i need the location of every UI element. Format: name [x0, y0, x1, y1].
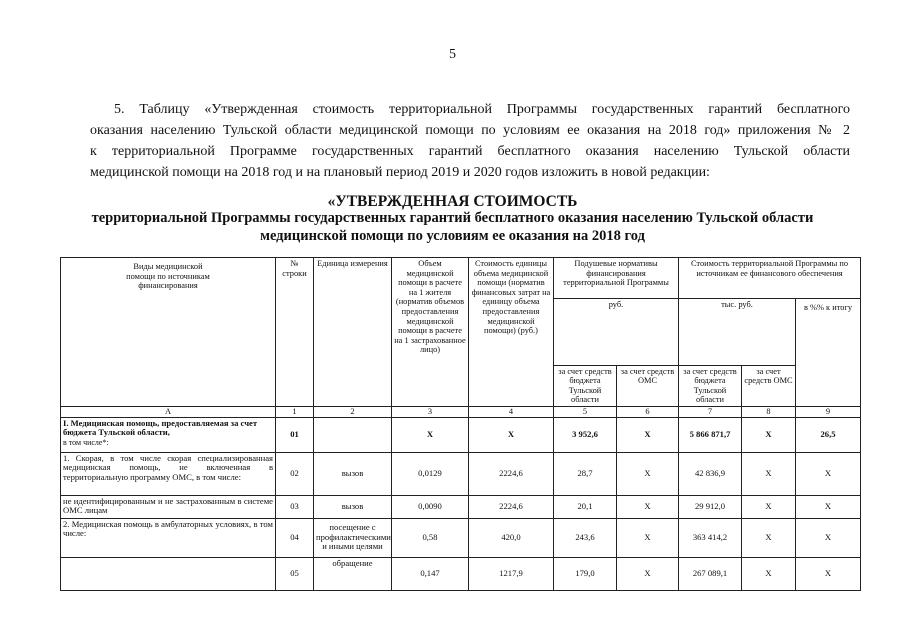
row-name: [61, 417, 276, 452]
row-unit: вызов: [314, 452, 392, 495]
row-name: 1. Скорая, в том числе скорая специализированная медицинская помощь, не включенная в территориальную программу ОМС, в том числе:: [61, 452, 276, 495]
table-row: [61, 495, 861, 518]
row-pc-oms: Х: [617, 557, 679, 590]
row-volume: 0,0129: [392, 452, 469, 495]
row-unit: обращение: [314, 557, 392, 590]
row-pc-budget: 3 952,6: [554, 417, 617, 452]
row-unit-cost: 2224,6: [469, 452, 554, 495]
row-pc-oms: Х: [617, 452, 679, 495]
row-name: 2. Медицинская помощь в амбулаторных условиях, в том числе:: [61, 518, 276, 557]
row-no: 01: [276, 417, 314, 452]
row-no: 04: [276, 518, 314, 557]
column-number: 5: [554, 407, 617, 418]
row-unit: [314, 417, 392, 452]
header-cost-oms: за счет средств ОМС: [742, 365, 796, 406]
column-number: 3: [392, 407, 469, 418]
header-percent: в %% к итогу: [796, 299, 861, 407]
table-subtitle: территориальной Программы государственных гарантий бесплатного оказания населению Тульской области: [91, 210, 814, 226]
row-pc-oms: Х: [617, 495, 679, 518]
header-unit: Единица измерения: [314, 258, 392, 407]
row-cost-oms: Х: [742, 452, 796, 495]
row-cost-budget: 42 836,9: [679, 452, 742, 495]
table-row: [61, 557, 861, 590]
row-unit-cost: 2224,6: [469, 495, 554, 518]
header-kind: Виды медицинской помощи по источникам финансирования: [61, 258, 276, 407]
column-number-row: [61, 407, 861, 418]
row-no: 05: [276, 557, 314, 590]
row-name: не идентифицированным и не застрахованным в системе ОМС лицам: [61, 495, 276, 518]
row-unit: вызов: [314, 495, 392, 518]
column-number: 7: [679, 407, 742, 418]
row-cost-budget: 267 089,1: [679, 557, 742, 590]
column-number: 6: [617, 407, 679, 418]
row-cost-budget: 29 912,0: [679, 495, 742, 518]
header-program-cost-unit: тыс. руб.: [679, 299, 796, 366]
header-program-cost: Стоимость территориальной Программы по источникам ее финансового обеспечения: [679, 258, 861, 299]
header-volume: Объем медицинской помощи в расчете на 1 жителя (норматив объемов предоставления медицинской помощи в расчете на 1 застрахованное лицо): [392, 258, 469, 407]
row-percent: Х: [796, 557, 861, 590]
header-row-no: № строки: [276, 258, 314, 407]
row-unit-cost: 420,0: [469, 518, 554, 557]
paragraph-line: медицинской помощи на 2018 год и на плановый период 2019 и 2020 годов изложить в новой редакции:: [90, 165, 710, 180]
table-row: [61, 452, 861, 495]
row-percent: Х: [796, 518, 861, 557]
row-name-sub: в том числе*:: [63, 437, 109, 447]
row-pc-oms: Х: [617, 417, 679, 452]
row-pc-budget: 28,7: [554, 452, 617, 495]
header-per-capita-unit: руб.: [554, 299, 679, 366]
row-unit-cost: 1217,9: [469, 557, 554, 590]
row-cost-budget: 5 866 871,7: [679, 417, 742, 452]
row-cost-oms: Х: [742, 495, 796, 518]
table-title: «УТВЕРЖДЕННАЯ СТОИМОСТЬ: [327, 193, 578, 210]
row-unit-cost: Х: [469, 417, 554, 452]
column-number: А: [61, 407, 276, 418]
row-cost-oms: Х: [742, 557, 796, 590]
intro-paragraph: [90, 99, 850, 183]
column-number: 2: [314, 407, 392, 418]
row-cost-oms: Х: [742, 417, 796, 452]
header-pc-budget: за счет средств бюджета Тульской области: [554, 365, 617, 406]
header-per-capita: Подушевые нормативы финансирования территориальной Программы: [554, 258, 679, 299]
row-cost-oms: Х: [742, 518, 796, 557]
row-name: [61, 557, 276, 590]
paragraph-line: оказания населению Тульской области медицинской помощи по условиям ее оказания на 2018 год» приложения № 2: [90, 123, 850, 138]
table-row: [61, 417, 861, 452]
row-percent: 26,5: [796, 417, 861, 452]
paragraph-line: к территориальной Программе государственных гарантий бесплатного оказания населению Тульской области: [90, 144, 850, 159]
row-volume: 0,147: [392, 557, 469, 590]
column-number: 1: [276, 407, 314, 418]
row-pc-oms: Х: [617, 518, 679, 557]
row-volume: 0,0090: [392, 495, 469, 518]
row-pc-budget: 179,0: [554, 557, 617, 590]
header-pc-oms: за счет средств ОМС: [617, 365, 679, 406]
row-pc-budget: 243,6: [554, 518, 617, 557]
row-unit: посещение с профилактическими и иными целями: [314, 518, 392, 557]
row-name-text: I. Медицинская помощь, предоставляемая за счет бюджета Тульской области,: [63, 417, 258, 438]
row-no: 03: [276, 495, 314, 518]
cost-table: [60, 257, 861, 591]
row-no: 02: [276, 452, 314, 495]
table-row: [61, 518, 861, 557]
page-number: 5: [449, 47, 456, 62]
header-unit-cost: Стоимость единицы объема медицинской помощи (норматив финансовых затрат на единицу объема предоставления медицинской помощи) (руб.): [469, 258, 554, 407]
row-cost-budget: 363 414,2: [679, 518, 742, 557]
header-cost-budget: за счет средств бюджета Тульской области: [679, 365, 742, 406]
row-percent: Х: [796, 452, 861, 495]
row-percent: Х: [796, 495, 861, 518]
table-header-row: [61, 258, 861, 299]
paragraph-line: 5. Таблицу «Утвержденная стоимость территориальной Программы государственных гарантий бесплатного: [114, 102, 850, 117]
column-number: 4: [469, 407, 554, 418]
row-volume: Х: [392, 417, 469, 452]
column-number: 9: [796, 407, 861, 418]
row-pc-budget: 20,1: [554, 495, 617, 518]
table-subtitle-line2: медицинской помощи по условиям ее оказания на 2018 год: [260, 228, 645, 244]
column-number: 8: [742, 407, 796, 418]
row-volume: 0,58: [392, 518, 469, 557]
